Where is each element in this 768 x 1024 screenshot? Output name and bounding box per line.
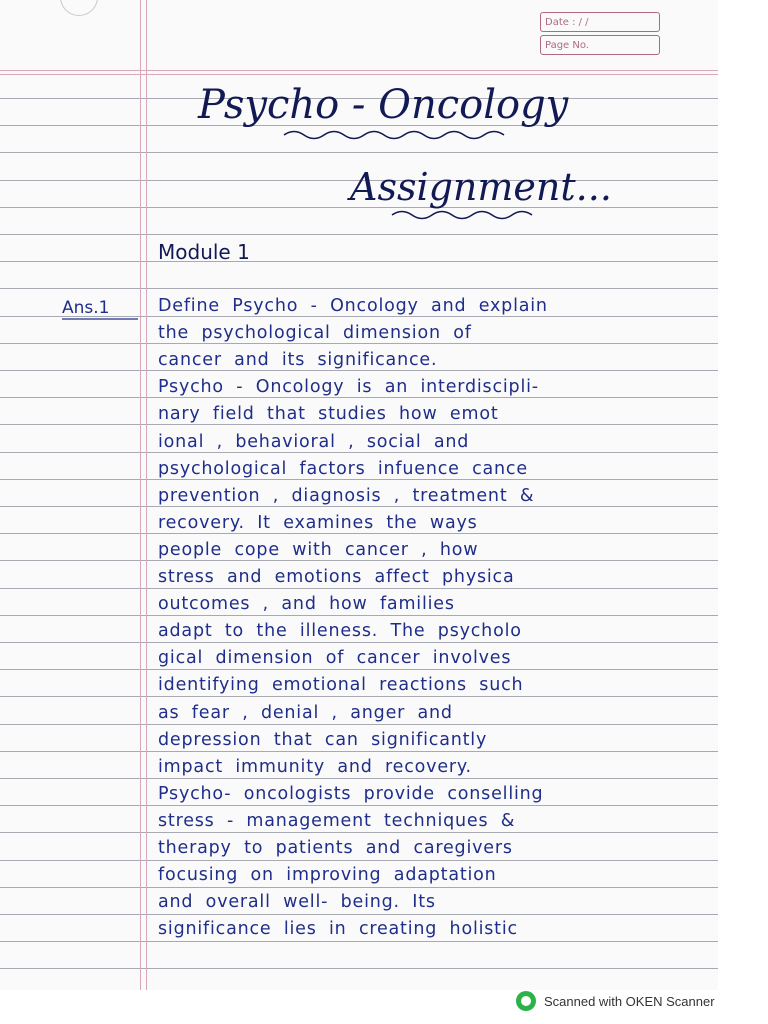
body-line: stress and emotions affect physica: [158, 567, 515, 587]
module-heading: Module 1: [158, 240, 250, 264]
title-underline: [282, 128, 512, 142]
ruled-line: [0, 724, 718, 725]
body-line: therapy to patients and caregivers: [158, 838, 513, 858]
ruled-line: [0, 452, 718, 453]
ruled-line: [0, 860, 718, 861]
scanner-text: Scanned with OKEN Scanner: [544, 993, 715, 1009]
ruled-line: [0, 152, 718, 153]
body-line: impact immunity and recovery.: [158, 756, 472, 777]
body-line: psychological factors infuence cance: [158, 458, 528, 479]
top-margin-line: [0, 74, 718, 75]
ruled-line: [0, 832, 718, 833]
ruled-line: [0, 261, 718, 262]
ruled-line: [0, 887, 718, 888]
left-margin-line: [140, 0, 141, 990]
ruled-line: [0, 696, 718, 697]
body-line: recovery. It examines the ways: [158, 512, 478, 533]
answer-label: Ans.1: [62, 298, 110, 318]
ruled-line: [0, 751, 718, 752]
ruled-line: [0, 968, 718, 969]
body-line: as fear , denial , anger and: [158, 702, 453, 723]
ruled-line: [0, 805, 718, 806]
body-line: significance lies in creating holistic: [158, 919, 518, 940]
ruled-line: [0, 588, 718, 589]
body-line: depression that can significantly: [158, 729, 488, 750]
left-margin-line: [146, 0, 147, 990]
date-box: [540, 12, 660, 32]
scanner-watermark: [516, 990, 715, 1012]
body-line: ional , behavioral , social and: [158, 431, 470, 452]
page-no-label: Page No.: [545, 40, 589, 51]
body-line: focusing on improving adaptation: [158, 865, 497, 886]
body-line: outcomes , and how families: [158, 594, 455, 615]
ruled-line: [0, 343, 718, 344]
ruled-line: [0, 914, 718, 915]
ruled-line: [0, 615, 718, 616]
body-line: the psychological dimension of: [158, 323, 472, 344]
subtitle-underline: [390, 208, 540, 222]
ruled-line: [0, 941, 718, 942]
ruled-line: [0, 533, 718, 534]
body-line: Psycho- oncologists provide conselling: [158, 783, 544, 804]
title-line-1: Psycho - Oncology: [198, 82, 569, 128]
page-no-box: [540, 35, 660, 55]
body-line: Define Psycho - Oncology and explain: [158, 296, 548, 316]
oken-scanner-logo-icon: [516, 991, 536, 1011]
body-line: and overall well- being. Its: [158, 892, 436, 913]
body-line: nary field that studies how emot: [158, 404, 499, 425]
body-line: adapt to the illeness. The psycholo: [158, 621, 522, 642]
body-line: Psycho - Oncology is an interdiscipli-: [158, 377, 539, 398]
body-line: people cope with cancer , how: [158, 539, 479, 560]
body-line: stress - management techniques &: [158, 810, 516, 831]
body-line: gical dimension of cancer involves: [158, 648, 512, 669]
ruled-line: [0, 669, 718, 670]
body-line: identifying emotional reactions such: [158, 675, 524, 696]
date-label: Date : / /: [545, 17, 589, 28]
ruled-line: [0, 778, 718, 779]
ruled-line: [0, 506, 718, 507]
answer-underline: [60, 316, 140, 322]
top-margin-line: [0, 70, 718, 71]
binder-hole: [60, 0, 98, 16]
ruled-line: [0, 234, 718, 235]
ruled-line: [0, 479, 718, 480]
ruled-line: [0, 560, 718, 561]
body-line: cancer and its significance.: [158, 350, 438, 371]
ruled-line: [0, 642, 718, 643]
title-line-2: Assignment...: [350, 165, 612, 209]
ruled-line: [0, 288, 718, 289]
body-line: prevention , diagnosis , treatment &: [158, 485, 535, 506]
